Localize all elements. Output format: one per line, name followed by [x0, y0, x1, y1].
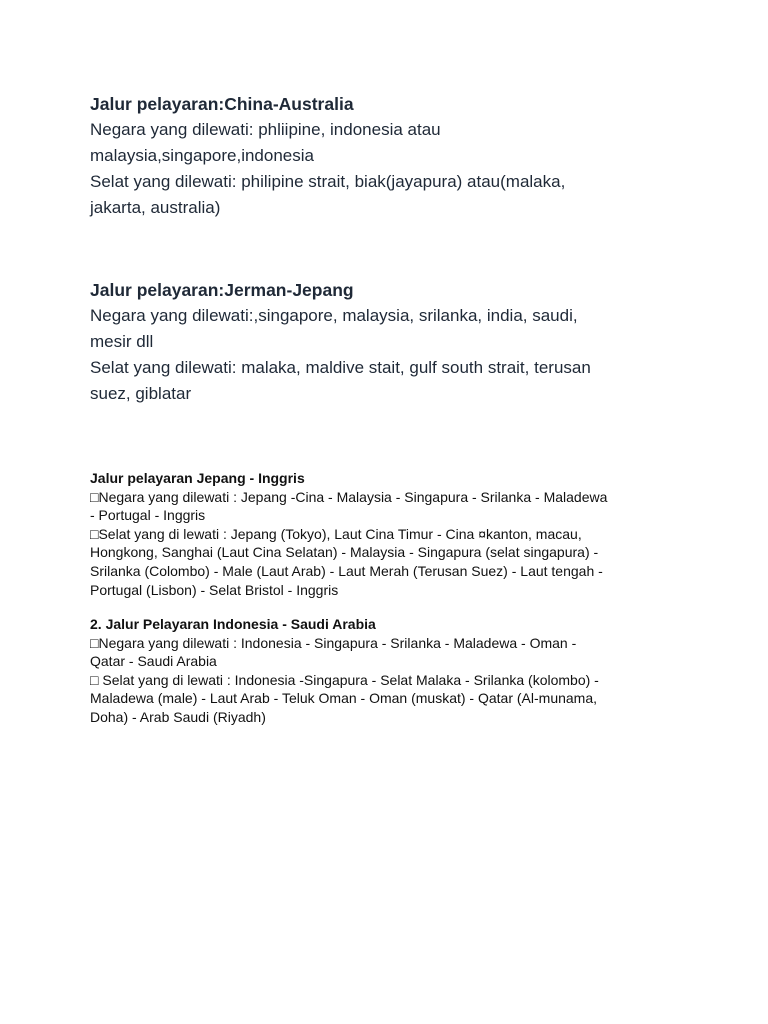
countries-line: Negara yang dilewati:,singapore, malaysia, srilanka, india, saudi,: [90, 306, 578, 325]
straits-line: Maladewa (male) - Laut Arab - Teluk Oman - Oman (muskat) - Qatar (Al-munama,: [90, 690, 598, 707]
bullet-box-icon: □: [90, 488, 99, 505]
bullet-box-icon: □: [90, 525, 99, 542]
section-indonesia-saudi: [90, 615, 690, 727]
countries-line: [90, 634, 690, 653]
bullet-box-icon: □: [90, 671, 99, 688]
straits-text: Selat yang di lewati : Jepang (Tokyo), Laut Cina Timur - Cina ¤kanton, macau,: [98, 525, 582, 542]
straits-line: jakarta, australia): [90, 198, 221, 217]
countries-line: Negara yang dilewati: phliipine, indonesia atau: [90, 120, 441, 139]
section-title: Jalur pelayaran:China-Australia: [90, 94, 354, 114]
straits-line: Selat yang dilewati: philipine strait, biak(jayapura) atau(malaka,: [90, 172, 566, 191]
countries-line: mesir dll: [90, 332, 154, 351]
section-china-australia: [90, 91, 690, 221]
countries-text: Negara yang dilewati : Jepang -Cina - Malaysia - Singapura - Srilanka - Maladewa: [98, 488, 608, 505]
straits-text: Selat yang di lewati : Indonesia -Singapura - Selat Malaka - Srilanka (kolombo) -: [98, 671, 599, 688]
straits-line: Portugal (Lisbon) - Selat Bristol - Inggris: [90, 581, 339, 598]
countries-line: Qatar - Saudi Arabia: [90, 653, 217, 670]
countries-line: [90, 488, 690, 507]
bullet-box-icon: □: [90, 634, 99, 651]
section-title: Jalur pelayaran:Jerman-Jepang: [90, 280, 354, 300]
countries-line: malaysia,singapore,indonesia: [90, 146, 314, 165]
straits-line: Doha) - Arab Saudi (Riyadh): [90, 708, 266, 725]
section-title: 2. Jalur Pelayaran Indonesia - Saudi Arabia: [90, 616, 376, 632]
countries-text: Negara yang dilewati : Indonesia - Singapura - Srilanka - Maladewa - Oman -: [98, 634, 577, 651]
countries-line: - Portugal - Inggris: [90, 507, 206, 524]
straits-line: Srilanka (Colombo) - Male (Laut Arab) - Laut Merah (Terusan Suez) - Laut tengah -: [90, 562, 603, 579]
section-jepang-inggris: [90, 469, 690, 599]
straits-line: suez, giblatar: [90, 384, 192, 403]
straits-line: Selat yang dilewati: malaka, maldive stait, gulf south strait, terusan: [90, 358, 591, 377]
straits-line: Hongkong, Sanghai (Laut Cina Selatan) - Malaysia - Singapura (selat singapura) -: [90, 544, 599, 561]
straits-line: [90, 525, 690, 544]
straits-line: [90, 671, 690, 690]
section-title: Jalur pelayaran Jepang - Inggris: [90, 470, 305, 486]
section-jerman-jepang: [90, 277, 690, 407]
